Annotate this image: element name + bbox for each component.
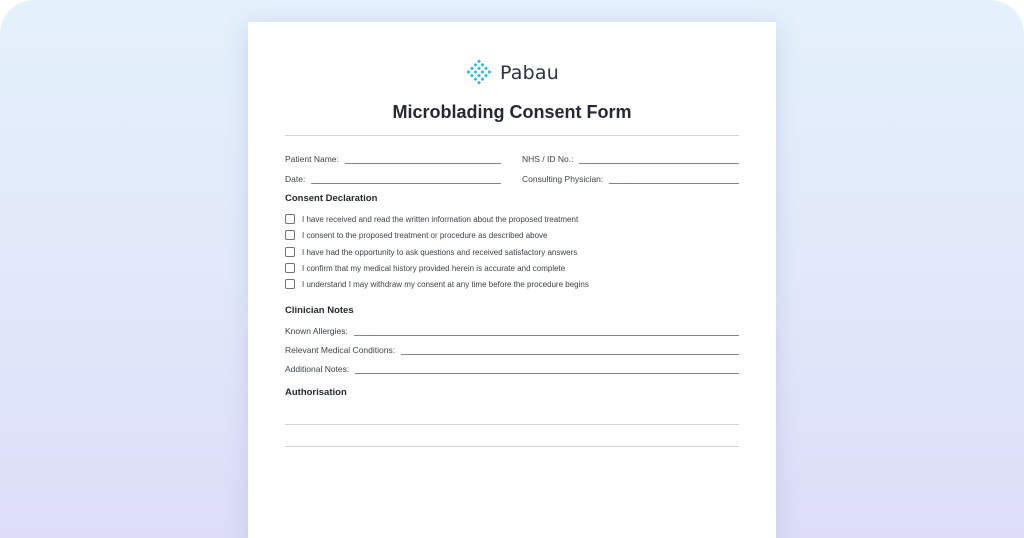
medical-conditions-field[interactable] [285,341,739,355]
consent-item-label: I confirm that my medical history provided herein is accurate and complete [302,263,566,273]
patient-name-line[interactable] [345,154,501,164]
consent-item[interactable] [285,278,589,290]
consent-item-label: I have had the opportunity to ask questions and received satisfactory answers [302,247,578,257]
consulting-physician-line[interactable] [609,174,739,184]
consent-item[interactable] [285,229,547,241]
authorisation-heading: Authorisation [285,387,347,398]
nhs-id-line[interactable] [579,154,739,164]
consent-item[interactable] [285,213,578,225]
consent-item-label: I understand I may withdraw my consent at any time before the procedure begins [302,279,589,289]
consent-form-document [248,22,776,538]
date-field[interactable] [285,170,501,184]
consent-checkbox[interactable] [285,263,295,273]
additional-notes-line[interactable] [355,364,739,374]
known-allergies-line[interactable] [354,326,739,336]
medical-conditions-label: Relevant Medical Conditions: [285,345,396,355]
additional-notes-label: Additional Notes: [285,364,350,374]
title-divider [285,135,739,136]
known-allergies-field[interactable] [285,322,739,336]
brand-name: Pabau [500,62,559,84]
additional-notes-field[interactable] [285,360,739,374]
patient-name-field[interactable] [285,150,501,164]
known-allergies-label: Known Allergies: [285,326,348,336]
signature-line[interactable] [285,424,739,425]
consent-checkbox[interactable] [285,230,295,240]
consent-checkbox[interactable] [285,214,295,224]
consent-item-label: I have received and read the written information about the proposed treatment [302,214,579,224]
nhs-id-field[interactable] [522,150,739,164]
consent-item-label: I consent to the proposed treatment or procedure as described above [302,230,548,240]
nhs-id-label: NHS / ID No.: [522,154,574,164]
consent-item[interactable] [285,246,577,258]
date-line[interactable] [311,174,501,184]
pabau-logo-icon [465,59,493,87]
patient-name-label: Patient Name: [285,154,339,164]
medical-conditions-line[interactable] [401,345,739,355]
consent-declaration-heading: Consent Declaration [285,193,378,204]
form-title: Microblading Consent Form [392,102,632,122]
clinician-notes-heading: Clinician Notes [285,305,354,316]
date-label: Date: [285,174,306,184]
consulting-physician-field[interactable] [522,170,739,184]
consent-checkbox[interactable] [285,247,295,257]
consulting-physician-label: Consulting Physician: [522,174,604,184]
consent-checkbox[interactable] [285,279,295,289]
consent-item[interactable] [285,262,565,274]
signature-line[interactable] [285,446,739,447]
brand-logo [248,58,776,88]
